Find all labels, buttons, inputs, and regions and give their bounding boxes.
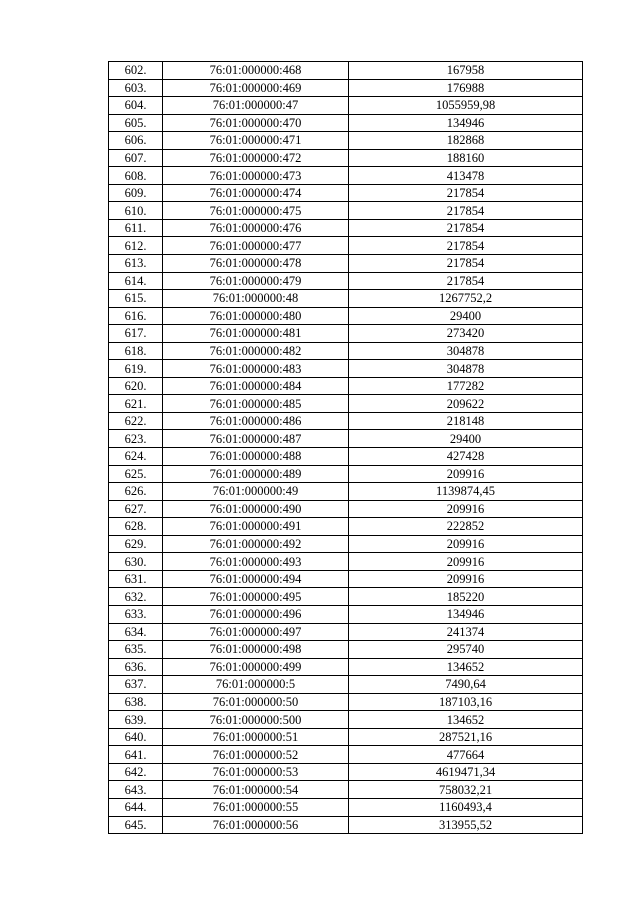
value-cell: 1139874,45 (349, 483, 583, 501)
table-row (109, 219, 583, 237)
row-number-cell: 644. (109, 798, 163, 816)
value-cell: 413478 (349, 167, 583, 185)
table-body (109, 62, 583, 834)
value-cell: 209916 (349, 570, 583, 588)
row-number-cell: 645. (109, 816, 163, 834)
table-row (109, 728, 583, 746)
row-number-cell: 639. (109, 711, 163, 729)
table-row (109, 360, 583, 378)
table-row (109, 693, 583, 711)
value-cell: 217854 (349, 184, 583, 202)
cadastral-number-cell: 76:01:000000:475 (163, 202, 349, 220)
cadastral-number-cell: 76:01:000000:473 (163, 167, 349, 185)
cadastral-number-cell: 76:01:000000:54 (163, 781, 349, 799)
cadastral-number-cell: 76:01:000000:470 (163, 114, 349, 132)
table-row (109, 816, 583, 834)
value-cell: 209622 (349, 395, 583, 413)
value-cell: 134946 (349, 605, 583, 623)
value-cell: 273420 (349, 325, 583, 343)
value-cell: 427428 (349, 448, 583, 466)
value-cell: 134946 (349, 114, 583, 132)
table-row (109, 132, 583, 150)
cadastral-number-cell: 76:01:000000:48 (163, 290, 349, 308)
table-row (109, 570, 583, 588)
value-cell: 7490,64 (349, 676, 583, 694)
cadastral-number-cell: 76:01:000000:471 (163, 132, 349, 150)
table-row (109, 342, 583, 360)
value-cell: 134652 (349, 711, 583, 729)
cadastral-number-cell: 76:01:000000:55 (163, 798, 349, 816)
cadastral-number-cell: 76:01:000000:468 (163, 62, 349, 80)
value-cell: 477664 (349, 746, 583, 764)
table-row (109, 272, 583, 290)
cadastral-number-cell: 76:01:000000:487 (163, 430, 349, 448)
row-number-cell: 626. (109, 483, 163, 501)
value-cell: 1055959,98 (349, 97, 583, 115)
value-cell: 241374 (349, 623, 583, 641)
row-number-cell: 606. (109, 132, 163, 150)
table-row (109, 97, 583, 115)
cadastral-number-cell: 76:01:000000:49 (163, 483, 349, 501)
row-number-cell: 641. (109, 746, 163, 764)
row-number-cell: 638. (109, 693, 163, 711)
value-cell: 185220 (349, 588, 583, 606)
value-cell: 217854 (349, 237, 583, 255)
cadastral-number-cell: 76:01:000000:5 (163, 676, 349, 694)
cadastral-number-cell: 76:01:000000:492 (163, 535, 349, 553)
value-cell: 4619471,34 (349, 763, 583, 781)
value-cell: 217854 (349, 202, 583, 220)
cadastral-number-cell: 76:01:000000:488 (163, 448, 349, 466)
table-row (109, 79, 583, 97)
cadastral-number-cell: 76:01:000000:493 (163, 553, 349, 571)
value-cell: 167958 (349, 62, 583, 80)
row-number-cell: 612. (109, 237, 163, 255)
table-row (109, 641, 583, 659)
row-number-cell: 610. (109, 202, 163, 220)
value-cell: 134652 (349, 658, 583, 676)
table-row (109, 676, 583, 694)
row-number-cell: 624. (109, 448, 163, 466)
value-cell: 209916 (349, 553, 583, 571)
cadastral-number-cell: 76:01:000000:491 (163, 518, 349, 536)
value-cell: 29400 (349, 307, 583, 325)
row-number-cell: 643. (109, 781, 163, 799)
cadastral-number-cell: 76:01:000000:481 (163, 325, 349, 343)
table-row (109, 114, 583, 132)
value-cell: 287521,16 (349, 728, 583, 746)
cadastral-number-cell: 76:01:000000:477 (163, 237, 349, 255)
table-row (109, 377, 583, 395)
table-row (109, 763, 583, 781)
row-number-cell: 621. (109, 395, 163, 413)
cadastral-number-cell: 76:01:000000:474 (163, 184, 349, 202)
table-row (109, 500, 583, 518)
cadastral-number-cell: 76:01:000000:472 (163, 149, 349, 167)
cadastral-number-cell: 76:01:000000:51 (163, 728, 349, 746)
row-number-cell: 618. (109, 342, 163, 360)
row-number-cell: 604. (109, 97, 163, 115)
row-number-cell: 620. (109, 377, 163, 395)
row-number-cell: 602. (109, 62, 163, 80)
table-row (109, 62, 583, 80)
row-number-cell: 636. (109, 658, 163, 676)
row-number-cell: 633. (109, 605, 163, 623)
value-cell: 187103,16 (349, 693, 583, 711)
table-row (109, 535, 583, 553)
table-row (109, 290, 583, 308)
cadastral-number-cell: 76:01:000000:47 (163, 97, 349, 115)
row-number-cell: 617. (109, 325, 163, 343)
cadastral-number-cell: 76:01:000000:52 (163, 746, 349, 764)
row-number-cell: 632. (109, 588, 163, 606)
cadastral-number-cell: 76:01:000000:480 (163, 307, 349, 325)
table-row (109, 658, 583, 676)
table-row (109, 605, 583, 623)
table-row (109, 588, 583, 606)
table-row (109, 553, 583, 571)
cadastral-number-cell: 76:01:000000:476 (163, 219, 349, 237)
row-number-cell: 615. (109, 290, 163, 308)
row-number-cell: 614. (109, 272, 163, 290)
row-number-cell: 616. (109, 307, 163, 325)
cadastral-number-cell: 76:01:000000:483 (163, 360, 349, 378)
row-number-cell: 642. (109, 763, 163, 781)
row-number-cell: 635. (109, 641, 163, 659)
value-cell: 304878 (349, 342, 583, 360)
row-number-cell: 608. (109, 167, 163, 185)
table-row (109, 395, 583, 413)
table-row (109, 149, 583, 167)
cadastral-number-cell: 76:01:000000:495 (163, 588, 349, 606)
cadastral-number-cell: 76:01:000000:50 (163, 693, 349, 711)
value-cell: 217854 (349, 219, 583, 237)
row-number-cell: 629. (109, 535, 163, 553)
cadastral-number-cell: 76:01:000000:489 (163, 465, 349, 483)
row-number-cell: 622. (109, 412, 163, 430)
value-cell: 29400 (349, 430, 583, 448)
cadastral-number-cell: 76:01:000000:484 (163, 377, 349, 395)
cadastral-number-cell: 76:01:000000:499 (163, 658, 349, 676)
table-row (109, 325, 583, 343)
value-cell: 209916 (349, 535, 583, 553)
cadastral-number-cell: 76:01:000000:490 (163, 500, 349, 518)
table-row (109, 255, 583, 273)
cadastral-number-cell: 76:01:000000:486 (163, 412, 349, 430)
value-cell: 758032,21 (349, 781, 583, 799)
cadastral-number-cell: 76:01:000000:496 (163, 605, 349, 623)
cadastral-number-cell: 76:01:000000:494 (163, 570, 349, 588)
cadastral-value-table (108, 61, 583, 834)
row-number-cell: 625. (109, 465, 163, 483)
value-cell: 209916 (349, 465, 583, 483)
row-number-cell: 619. (109, 360, 163, 378)
table-row (109, 798, 583, 816)
row-number-cell: 627. (109, 500, 163, 518)
cadastral-number-cell: 76:01:000000:479 (163, 272, 349, 290)
value-cell: 217854 (349, 272, 583, 290)
cadastral-number-cell: 76:01:000000:485 (163, 395, 349, 413)
row-number-cell: 634. (109, 623, 163, 641)
cadastral-number-cell: 76:01:000000:478 (163, 255, 349, 273)
cadastral-number-cell: 76:01:000000:482 (163, 342, 349, 360)
cadastral-number-cell: 76:01:000000:469 (163, 79, 349, 97)
row-number-cell: 603. (109, 79, 163, 97)
value-cell: 1160493,4 (349, 798, 583, 816)
cadastral-number-cell: 76:01:000000:500 (163, 711, 349, 729)
table-row (109, 307, 583, 325)
table-row (109, 412, 583, 430)
table-row (109, 781, 583, 799)
value-cell: 209916 (349, 500, 583, 518)
row-number-cell: 609. (109, 184, 163, 202)
value-cell: 217854 (349, 255, 583, 273)
cadastral-number-cell: 76:01:000000:497 (163, 623, 349, 641)
table-row (109, 202, 583, 220)
cadastral-number-cell: 76:01:000000:498 (163, 641, 349, 659)
table-row (109, 237, 583, 255)
table-row (109, 167, 583, 185)
value-cell: 222852 (349, 518, 583, 536)
row-number-cell: 630. (109, 553, 163, 571)
cadastral-number-cell: 76:01:000000:56 (163, 816, 349, 834)
table-row (109, 448, 583, 466)
value-cell: 177282 (349, 377, 583, 395)
table-row (109, 483, 583, 501)
value-cell: 295740 (349, 641, 583, 659)
table-row (109, 746, 583, 764)
table-row (109, 711, 583, 729)
row-number-cell: 613. (109, 255, 163, 273)
table-row (109, 184, 583, 202)
row-number-cell: 628. (109, 518, 163, 536)
table-row (109, 430, 583, 448)
row-number-cell: 640. (109, 728, 163, 746)
value-cell: 304878 (349, 360, 583, 378)
value-cell: 182868 (349, 132, 583, 150)
row-number-cell: 623. (109, 430, 163, 448)
table-row (109, 518, 583, 536)
row-number-cell: 605. (109, 114, 163, 132)
table-row (109, 623, 583, 641)
value-cell: 188160 (349, 149, 583, 167)
row-number-cell: 631. (109, 570, 163, 588)
cadastral-number-cell: 76:01:000000:53 (163, 763, 349, 781)
row-number-cell: 607. (109, 149, 163, 167)
row-number-cell: 637. (109, 676, 163, 694)
value-cell: 1267752,2 (349, 290, 583, 308)
value-cell: 313955,52 (349, 816, 583, 834)
row-number-cell: 611. (109, 219, 163, 237)
table-row (109, 465, 583, 483)
value-cell: 176988 (349, 79, 583, 97)
value-cell: 218148 (349, 412, 583, 430)
